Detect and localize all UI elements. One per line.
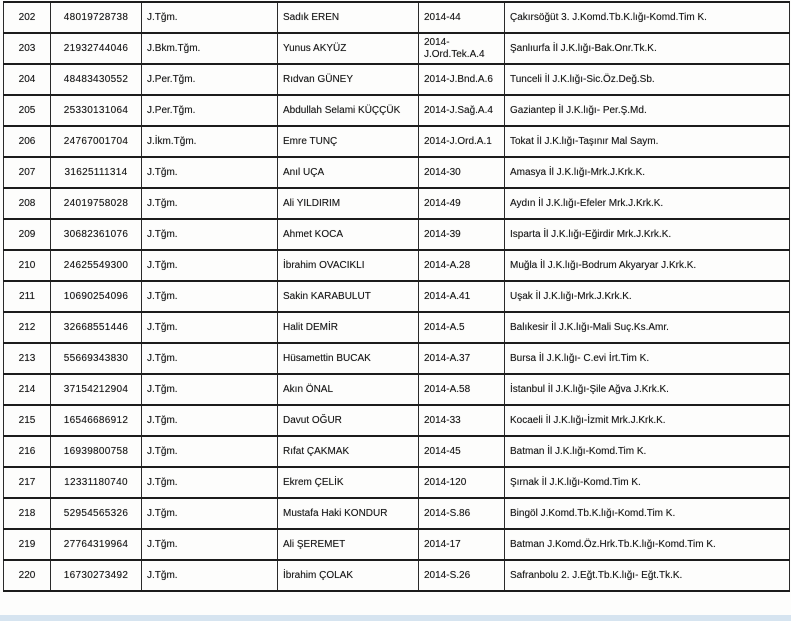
table-row xyxy=(4,560,790,591)
cell-row-number: 202 xyxy=(4,2,51,33)
cell-rank: J.Tğm. xyxy=(142,529,278,560)
cell-row-number: 207 xyxy=(4,157,51,188)
cell-decree-code: 2014-45 xyxy=(419,436,505,467)
cell-name: Halit DEMİR xyxy=(278,312,419,343)
cell-rank: J.İkm.Tğm. xyxy=(142,126,278,157)
cell-assignment: Bursa İl J.K.lığı- C.evi İrt.Tim K. xyxy=(505,343,790,374)
cell-decree-code: 2014-120 xyxy=(419,467,505,498)
cell-id-number: 25330131064 xyxy=(51,95,142,126)
cell-rank: J.Tğm. xyxy=(142,188,278,219)
cell-decree-code: 2014-A.58 xyxy=(419,374,505,405)
cell-rank: J.Tğm. xyxy=(142,281,278,312)
cell-rank: J.Per.Tğm. xyxy=(142,95,278,126)
cell-name: Sadık EREN xyxy=(278,2,419,33)
table-row xyxy=(4,436,790,467)
table-row xyxy=(4,157,790,188)
cell-rank: J.Tğm. xyxy=(142,467,278,498)
cell-assignment: Tokat İl J.K.lığı-Taşınır Mal Saym. xyxy=(505,126,790,157)
cell-id-number: 24767001704 xyxy=(51,126,142,157)
cell-name: Sakin KARABULUT xyxy=(278,281,419,312)
cell-decree-code: 2014-J.Bnd.A.6 xyxy=(419,64,505,95)
cell-name: Emre TUNÇ xyxy=(278,126,419,157)
cell-name: İbrahim ÇOLAK xyxy=(278,560,419,591)
cell-rank: J.Tğm. xyxy=(142,157,278,188)
cell-id-number: 16546686912 xyxy=(51,405,142,436)
cell-assignment: Balıkesir İl J.K.lığı-Mali Suç.Ks.Amr. xyxy=(505,312,790,343)
cell-name: Yunus AKYÜZ xyxy=(278,33,419,64)
cell-name: İbrahim OVACIKLI xyxy=(278,250,419,281)
cell-id-number: 31625111314 xyxy=(51,157,142,188)
cell-name: Davut OĞUR xyxy=(278,405,419,436)
cell-decree-code: 2014-A.28 xyxy=(419,250,505,281)
cell-id-number: 24625549300 xyxy=(51,250,142,281)
table-row xyxy=(4,529,790,560)
cell-assignment: Amasya İl J.K.lığı-Mrk.J.Krk.K. xyxy=(505,157,790,188)
cell-decree-code: 2014-J.Ord.Tek.A.4 xyxy=(419,33,505,64)
table-row xyxy=(4,219,790,250)
cell-id-number: 52954565326 xyxy=(51,498,142,529)
cell-name: Akın ÖNAL xyxy=(278,374,419,405)
cell-name: Mustafa Haki KONDUR xyxy=(278,498,419,529)
cell-rank: J.Per.Tğm. xyxy=(142,64,278,95)
cell-row-number: 215 xyxy=(4,405,51,436)
cell-decree-code: 2014-A.5 xyxy=(419,312,505,343)
cell-id-number: 27764319964 xyxy=(51,529,142,560)
cell-row-number: 205 xyxy=(4,95,51,126)
cell-row-number: 218 xyxy=(4,498,51,529)
cell-id-number: 24019758028 xyxy=(51,188,142,219)
cell-id-number: 32668551446 xyxy=(51,312,142,343)
table-row xyxy=(4,374,790,405)
cell-decree-code: 2014-44 xyxy=(419,2,505,33)
table-row xyxy=(4,498,790,529)
cell-rank: J.Tğm. xyxy=(142,405,278,436)
cell-name: Hüsamettin BUCAK xyxy=(278,343,419,374)
cell-row-number: 219 xyxy=(4,529,51,560)
table-row xyxy=(4,33,790,64)
cell-assignment: Batman İl J.K.lığı-Komd.Tim K. xyxy=(505,436,790,467)
cell-assignment: Aydın İl J.K.lığı-Efeler Mrk.J.Krk.K. xyxy=(505,188,790,219)
table-row xyxy=(4,126,790,157)
cell-name: Rıfat ÇAKMAK xyxy=(278,436,419,467)
cell-assignment: Muğla İl J.K.lığı-Bodrum Akyaryar J.Krk.K. xyxy=(505,250,790,281)
cell-assignment: İstanbul İl J.K.lığı-Şile Ağva J.Krk.K. xyxy=(505,374,790,405)
personnel-table xyxy=(3,1,790,592)
cell-assignment: Kocaeli İl J.K.lığı-İzmit Mrk.J.Krk.K. xyxy=(505,405,790,436)
cell-row-number: 209 xyxy=(4,219,51,250)
cell-decree-code: 2014-30 xyxy=(419,157,505,188)
page-bottom-edge xyxy=(0,615,791,621)
cell-rank: J.Tğm. xyxy=(142,374,278,405)
cell-id-number: 12331180740 xyxy=(51,467,142,498)
cell-assignment: Şırnak İl J.K.lığı-Komd.Tim K. xyxy=(505,467,790,498)
table-row xyxy=(4,312,790,343)
cell-rank: J.Tğm. xyxy=(142,250,278,281)
cell-decree-code: 2014-33 xyxy=(419,405,505,436)
cell-decree-code: 2014-39 xyxy=(419,219,505,250)
cell-name: Ali YILDIRIM xyxy=(278,188,419,219)
cell-row-number: 216 xyxy=(4,436,51,467)
cell-id-number: 37154212904 xyxy=(51,374,142,405)
cell-rank: J.Tğm. xyxy=(142,219,278,250)
cell-assignment: Şanlıurfa İl J.K.lığı-Bak.Onr.Tk.K. xyxy=(505,33,790,64)
cell-row-number: 220 xyxy=(4,560,51,591)
cell-name: Ahmet KOCA xyxy=(278,219,419,250)
cell-decree-code: 2014-J.Sağ.A.4 xyxy=(419,95,505,126)
cell-decree-code: 2014-J.Ord.A.1 xyxy=(419,126,505,157)
cell-row-number: 217 xyxy=(4,467,51,498)
cell-row-number: 204 xyxy=(4,64,51,95)
cell-decree-code: 2014-A.37 xyxy=(419,343,505,374)
cell-name: Anıl UÇA xyxy=(278,157,419,188)
cell-rank: J.Tğm. xyxy=(142,498,278,529)
cell-row-number: 206 xyxy=(4,126,51,157)
cell-rank: J.Bkm.Tğm. xyxy=(142,33,278,64)
table-row xyxy=(4,95,790,126)
cell-decree-code: 2014-17 xyxy=(419,529,505,560)
cell-row-number: 212 xyxy=(4,312,51,343)
table-row xyxy=(4,343,790,374)
cell-rank: J.Tğm. xyxy=(142,560,278,591)
table-row xyxy=(4,250,790,281)
cell-assignment: Çakırsöğüt 3. J.Komd.Tb.K.lığı-Komd.Tim K. xyxy=(505,2,790,33)
cell-row-number: 213 xyxy=(4,343,51,374)
cell-assignment: Isparta İl J.K.lığı-Eğirdir Mrk.J.Krk.K. xyxy=(505,219,790,250)
cell-decree-code: 2014-S.86 xyxy=(419,498,505,529)
cell-rank: J.Tğm. xyxy=(142,2,278,33)
cell-name: Ali ŞEREMET xyxy=(278,529,419,560)
cell-id-number: 21932744046 xyxy=(51,33,142,64)
personnel-table-body xyxy=(4,2,790,591)
cell-decree-code: 2014-S.26 xyxy=(419,560,505,591)
table-row xyxy=(4,467,790,498)
table-row xyxy=(4,2,790,33)
table-row xyxy=(4,281,790,312)
cell-name: Rıdvan GÜNEY xyxy=(278,64,419,95)
cell-row-number: 203 xyxy=(4,33,51,64)
cell-assignment: Tunceli İl J.K.lığı-Sic.Öz.Değ.Sb. xyxy=(505,64,790,95)
cell-id-number: 10690254096 xyxy=(51,281,142,312)
cell-rank: J.Tğm. xyxy=(142,343,278,374)
cell-rank: J.Tğm. xyxy=(142,436,278,467)
cell-decree-code: 2014-A.41 xyxy=(419,281,505,312)
cell-id-number: 30682361076 xyxy=(51,219,142,250)
cell-decree-code: 2014-49 xyxy=(419,188,505,219)
cell-assignment: Bingöl J.Komd.Tb.K.lığı-Komd.Tim K. xyxy=(505,498,790,529)
cell-id-number: 16939800758 xyxy=(51,436,142,467)
table-row xyxy=(4,64,790,95)
cell-id-number: 55669343830 xyxy=(51,343,142,374)
cell-id-number: 48483430552 xyxy=(51,64,142,95)
cell-assignment: Uşak İl J.K.lığı-Mrk.J.Krk.K. xyxy=(505,281,790,312)
table-row xyxy=(4,188,790,219)
cell-name: Ekrem ÇELİK xyxy=(278,467,419,498)
cell-row-number: 214 xyxy=(4,374,51,405)
cell-rank: J.Tğm. xyxy=(142,312,278,343)
cell-assignment: Batman J.Komd.Öz.Hrk.Tb.K.lığı-Komd.Tim K. xyxy=(505,529,790,560)
cell-row-number: 210 xyxy=(4,250,51,281)
cell-assignment: Gaziantep İl J.K.lığı- Per.Ş.Md. xyxy=(505,95,790,126)
cell-row-number: 211 xyxy=(4,281,51,312)
cell-assignment: Safranbolu 2. J.Eğt.Tb.K.lığı- Eğt.Tk.K. xyxy=(505,560,790,591)
cell-id-number: 48019728738 xyxy=(51,2,142,33)
cell-name: Abdullah Selami KÜÇÇÜK xyxy=(278,95,419,126)
cell-row-number: 208 xyxy=(4,188,51,219)
table-row xyxy=(4,405,790,436)
cell-id-number: 16730273492 xyxy=(51,560,142,591)
